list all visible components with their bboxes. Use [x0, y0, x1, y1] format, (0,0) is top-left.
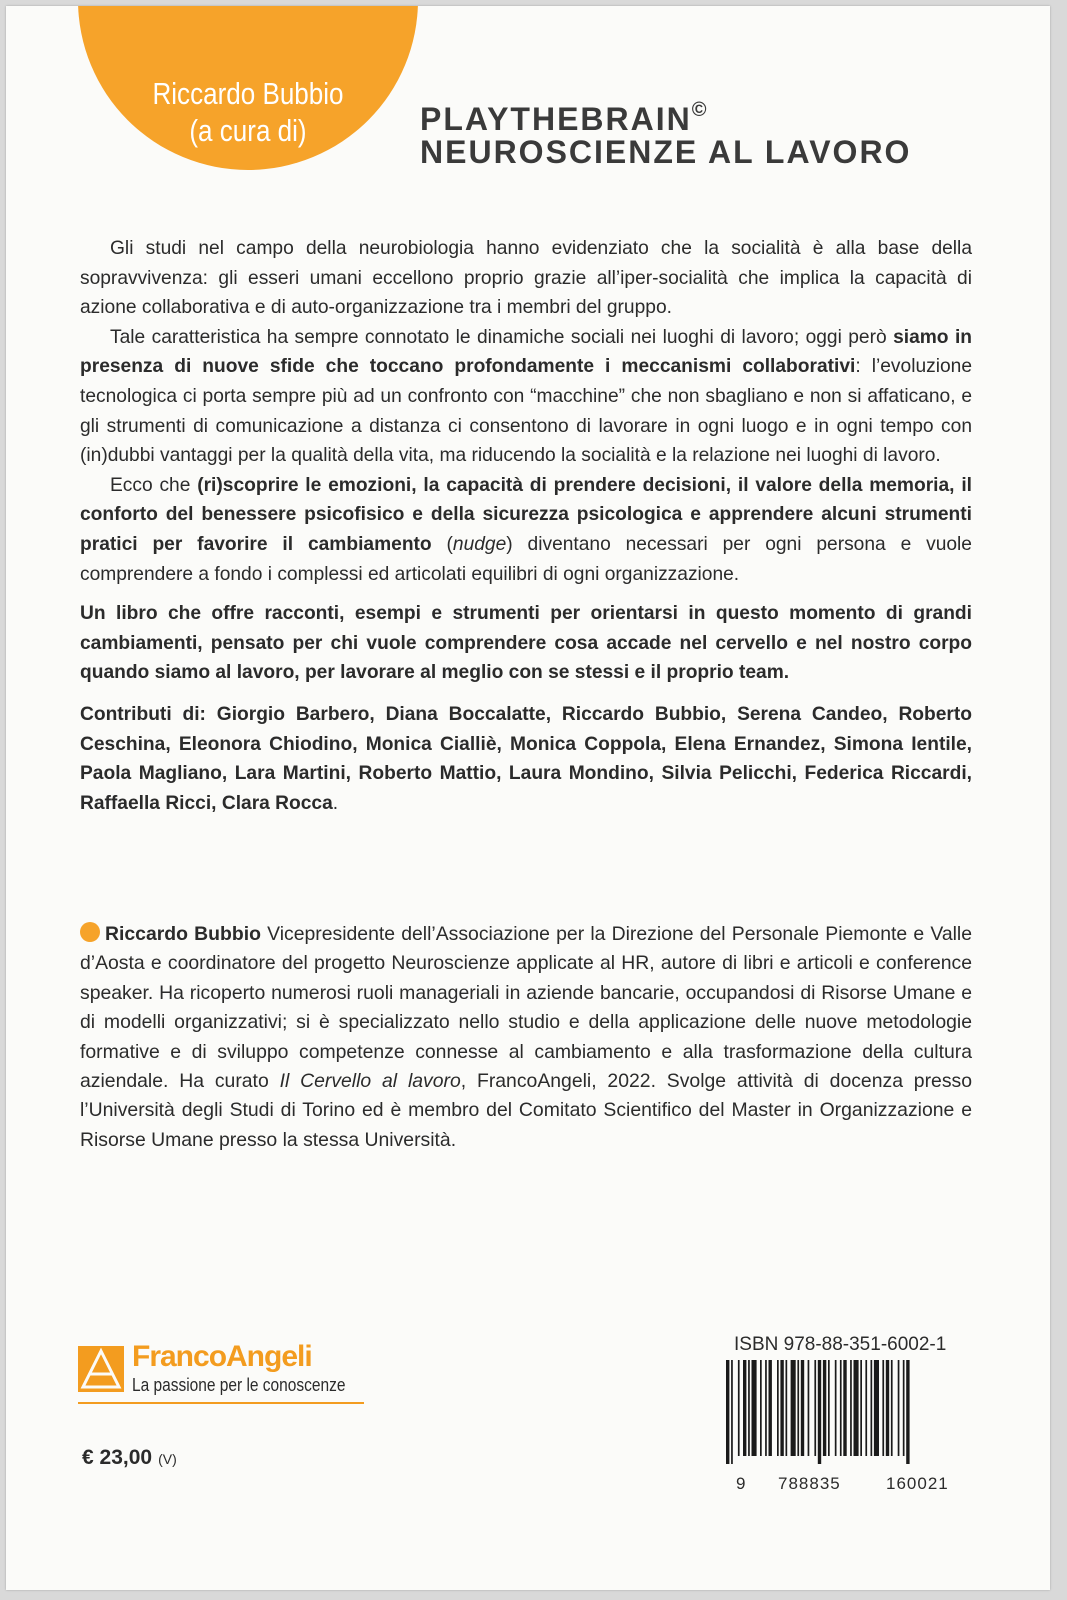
barcode-digits-right: 160021 — [886, 1474, 949, 1493]
paragraph-text: Tale caratteristica ha sempre connotato le dinamiche sociali nei luoghi di lavoro; oggi però — [110, 326, 894, 348]
publisher-logo — [78, 1340, 368, 1400]
description-paragraph-3 — [80, 471, 972, 589]
barcode-digits-left: 788835 — [778, 1474, 841, 1493]
book-title-line-1 — [420, 92, 706, 137]
description-paragraph-1: Gli studi nel campo della neurobiologia hanno evidenziato che la socialità è alla base della sopravvivenza: gli esseri umani eccellono proprio grazie all’iper-socialità che implica la capacità di azione collaborativa e di auto-organizzazione tra i membri del gruppo. — [80, 238, 972, 319]
paragraph-text: ) diventano necessari per ogni persona e vuole comprendere a fondo i complessi ed articolati equilibri di ogni organizzazione. — [80, 533, 972, 585]
bio-text: , FrancoAngeli, 2022. Svolge attività di docenza presso l’Università degli Studi di Torino ed è membro del Comitato Scientifico del Master in Organizzazione e Risorse Umane presso la stessa Università. — [80, 1070, 973, 1151]
author-role: (a cura di) — [189, 113, 307, 148]
book-description — [80, 234, 972, 818]
book-title-line-2: NEUROSCIENZE AL LAVORO — [420, 134, 912, 170]
bio-author-name: Riccardo Bubbio — [105, 923, 261, 945]
barcode-image — [724, 1360, 972, 1464]
paragraph-text: Ecco che — [110, 474, 198, 496]
barcode-digits — [714, 1474, 974, 1496]
publisher-name: FrancoAngeli — [132, 1340, 312, 1373]
paragraph-text: : l’evoluzione tecnologica ci porta sempre più ad un confronto con “macchine” che non sbagliano e non si affaticano, e gli strumenti di comunicazione a distanza ci consentono di lavorare in ogni luogo e in ogni tempo con (in)dubbi vantaggi per la qualità della vita, ma riducendo la socialità e la relazione nei luoghi di lavoro. — [80, 356, 972, 467]
author-name: Riccardo Bubbio — [152, 76, 344, 111]
author-bio — [80, 920, 972, 1155]
orange-dot-icon — [80, 922, 100, 942]
price-value: € 23,00 — [82, 1446, 153, 1469]
logo-underline — [78, 1402, 364, 1404]
francoangeli-logo-icon — [78, 1346, 124, 1392]
copyright-symbol: © — [691, 99, 707, 121]
bio-text: Vicepresidente dell’Associazione per la Direzione del Personale Piemonte e Valle d’Aosta e coordinatore del progetto Neuroscienze applicate al HR, autore di libri e articoli e conference speaker. Ha ricoperto numerosi ruoli manageriali in aziende bancarie, occupandosi di Risorse Umane e di modelli organizzativi; si è specializzato nello studio e della applicazione delle nuove metodologie formative e di sviluppo competenze connesse al cambiamento e alla trasformazione della cultura aziendale. Ha curato — [80, 923, 973, 1093]
bio-book-title: Il Cervello al lavoro — [279, 1070, 461, 1093]
paragraph-text: ( — [431, 533, 453, 555]
paragraph-italic-text: nudge — [452, 533, 507, 555]
paragraph-bold-text: (ri)scoprire le emozioni, la capacità di prendere decisioni, il valore della memoria, il conforto del benessere psicofisico e della sicurezza psicologica e apprendere alcuni strumenti pratici per favorire il cambiamento — [80, 474, 972, 555]
isbn-label: ISBN 978-88-351-6002-1 — [734, 1334, 947, 1355]
price — [82, 1446, 177, 1470]
contributors-end: . — [332, 792, 339, 814]
book-title-text: PLAYTHEBRAIN — [420, 101, 692, 137]
price-vat-note: (V) — [158, 1451, 177, 1467]
barcode-digit-first: 9 — [736, 1474, 747, 1493]
contributors-paragraph — [80, 700, 972, 818]
description-paragraph-2 — [80, 323, 972, 471]
description-paragraph-4: Un libro che offre racconti, esempi e strumenti per orientarsi in questo momento di grandi cambiamenti, pensato per chi vuole comprendere cosa accade nel cervello e nel nostro corpo quando siamo al lavoro, per lavorare al meglio con se stessi e il proprio team. — [80, 603, 972, 684]
publisher-tagline: La passione per le conoscenze — [132, 1375, 346, 1395]
book-back-cover — [6, 6, 1050, 1590]
contributors-list: Contributi di: Giorgio Barbero, Diana Boccalatte, Riccardo Bubbio, Serena Candeo, Roberto Ceschina, Eleonora Chiodino, Monica Cialliè, Monica Coppola, Elena Ernandez, Simona Ientile, Paola Magliano, Lara Martini, Roberto Mattio, Laura Mondino, Silvia Pelicchi, Federica Riccardi, Raffaella Ricci, Clara Rocca — [80, 703, 972, 814]
paragraph-bold-text: siamo in presenza di nuove sfide che toccano profondamente i meccanismi collaborativi — [80, 326, 972, 378]
